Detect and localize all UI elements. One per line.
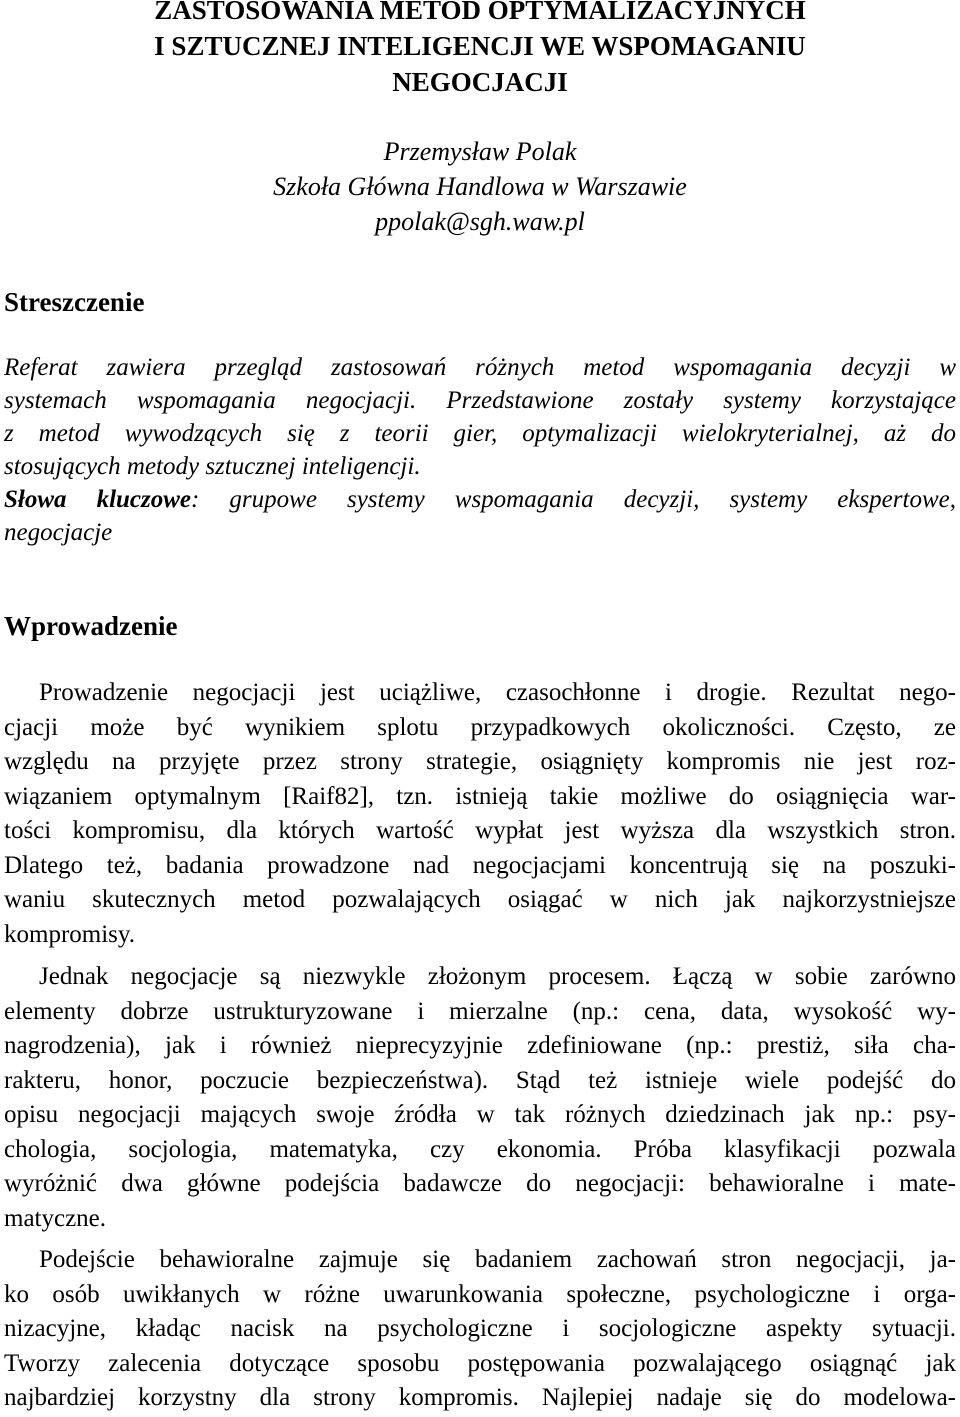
abstract-text <box>4 351 956 549</box>
title-line-3: NEGOCJACJI <box>392 67 568 97</box>
paragraph-line: opisu negocjacji mających swoje źródła w tak różnych dziedzinach jak np.: psy- <box>4 1101 956 1128</box>
paragraph-line: waniu skutecznych metod pozwalających osiągać w nich jak najkorzystniejsze <box>4 886 956 913</box>
paragraph-line: najbardziej korzystny dla strony kompromis. Najlepiej nadaje się do modelowa- <box>4 1384 956 1411</box>
paragraph-line: nagrodzenia), jak i również nieprecyzyjnie zdefiniowane (np.: prestiż, siła cha- <box>4 1032 956 1059</box>
paragraph-line: względu na przyjęte przez strony strategie, osiągnięty kompromis nie jest roz- <box>4 748 956 775</box>
abstract-heading: Streszczenie <box>4 287 145 317</box>
paragraph-line: Prowadzenie negocjacji jest uciążliwe, czasochłonne i drogie. Rezultat nego- <box>39 679 956 706</box>
paragraph-line: elementy dobrze ustrukturyzowane i mierzalne (np.: cena, data, wysokość wy- <box>4 997 956 1025</box>
keywords-line <box>4 483 956 516</box>
paragraph-line: ko osób uwikłanych w różne uwarunkowania społeczne, psychologiczne i orga- <box>4 1280 956 1308</box>
intro-paragraph-3 <box>4 1243 956 1416</box>
paragraph-line: wyróżnić dwa główne podejścia badawcze do negocjacji: behawioralne i mate- <box>4 1170 956 1197</box>
title-line-1: ZASTOSOWANIA METOD OPTYMALIZACYJNYCH <box>154 0 806 25</box>
abstract-line-4: stosujących metody sztucznej inteligencji. <box>4 453 421 480</box>
keywords-line-2: negocjacje <box>4 519 113 546</box>
abstract-line-3: z metod wywodzących się z teorii gier, optymalizacji wielokryterialnej, aż do <box>4 420 956 447</box>
paragraph-line: kompromisy. <box>4 920 136 948</box>
author-email: ppolak@sgh.waw.pl <box>375 207 585 236</box>
keywords-label: Słowa kluczowe <box>4 486 192 513</box>
paragraph-line: chologia, socjologia, matematyka, czy ekonomia. Próba klasyfikacji pozwala <box>4 1135 956 1163</box>
paragraph-line: Podejście behawioralne zajmuje się badaniem zachowań stron negocjacji, ja- <box>39 1246 956 1273</box>
author-affiliation: Szkoła Główna Handlowa w Warszawie <box>273 172 687 201</box>
abstract-line-1: Referat zawiera przegląd zastosowań różnych metod wspomagania decyzji w <box>4 354 956 381</box>
paragraph-line: nizacyjne, kładąc nacisk na psychologiczne i socjologiczne aspekty sytuacji. <box>4 1315 956 1342</box>
paragraph-line: rakteru, honor, poczucie bezpieczeństwa). Stąd też istnieje wiele podejść do <box>4 1066 956 1094</box>
title-line-2: I SZTUCZNEJ INTELIGENCJI WE WSPOMAGANIU <box>154 31 806 61</box>
paper-title <box>0 0 960 100</box>
paragraph-line: cjacji może być wynikiem splotu przypadkowych okoliczności. Często, ze <box>4 713 956 741</box>
abstract-line-2: systemach wspomagania negocjacji. Przedstawione zostały systemy korzystające <box>4 387 956 414</box>
intro-paragraph-2 <box>4 960 956 1236</box>
paragraph-line: Jednak negocjacje są niezwykle złożonym procesem. Łączą w sobie zarówno <box>39 963 956 990</box>
paragraph-line: Tworzy zalecenia dotyczące sposobu postępowania pozwalającego osiągnąć jak <box>4 1349 956 1377</box>
author-name: Przemysław Polak <box>383 137 577 166</box>
keywords-text: : grupowe systemy wspomagania decyzji, systemy ekspertowe, <box>191 486 956 513</box>
paragraph-line: tości kompromisu, dla których wartość wypłat jest wyższa dla wszystkich stron. <box>4 817 956 844</box>
intro-heading: Wprowadzenie <box>4 611 178 641</box>
paragraph-line: matyczne. <box>4 1204 107 1232</box>
paragraph-line: Dlatego też, badania prowadzone nad negocjacjami koncentrują się na poszuki- <box>4 851 956 879</box>
author-block <box>0 134 960 239</box>
paragraph-line: wiązaniem optymalnym [Raif82], tzn. istnieją takie możliwe do osiągnięcia war- <box>4 782 956 810</box>
intro-paragraph-1 <box>4 676 956 952</box>
